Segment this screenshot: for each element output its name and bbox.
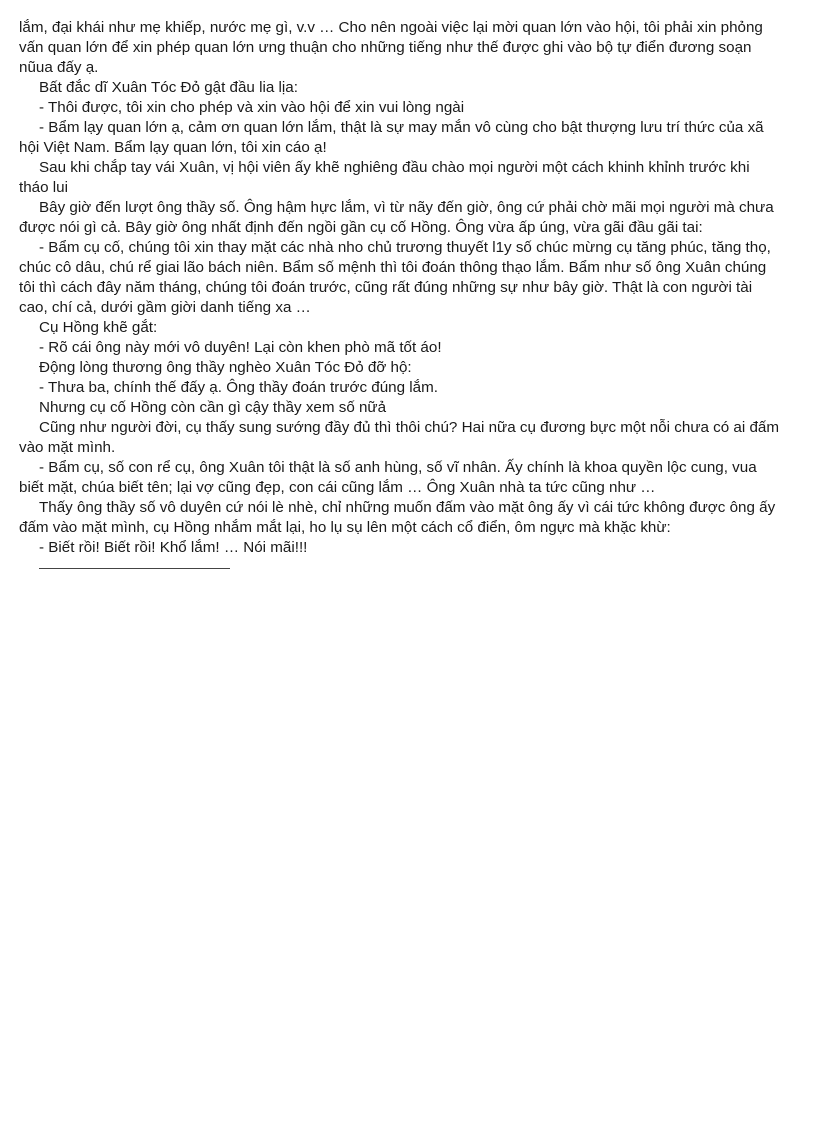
paragraph: Bây giờ đến lượt ông thầy số. Ông hậm hực lắm, vì từ nãy đến giờ, ông cứ phải chờ mãi mọi người mà chưa được nói gì cả. Bây giờ ông nhất định đến ngồi gần cụ cố Hồng. Ông vừa ấp úng, vừa gãi đầu gãi tai: — [19, 199, 774, 236]
paragraph: Cụ Hồng khẽ gắt: — [39, 319, 158, 336]
paragraph: - Bẩm cụ cố, chúng tôi xin thay mặt các nhà nho chủ trương thuyết l1y số chúc mừng cụ tăng phúc, tăng thọ, chúc cô dâu, chú rể giai lão bách niên. Bẩm số mệnh thì tôi đoán thông thạo lắm. Bẩm như số ông Xuân chúng tôi thì cách đây năm tháng, chúng tôi đoán trước, cũng rất đúng những sự như bây giờ. Thật là con người tài cao, chí cả, dưới gầm giời danh tiếng xa … — [19, 239, 771, 316]
document-page — [19, 18, 781, 569]
paragraph: Động lòng thương ông thầy nghèo Xuân Tóc Đỏ đỡ hộ: — [39, 359, 412, 376]
paragraph: Thấy ông thầy số vô duyên cứ nói lè nhè, chỉ những muốn đấm vào mặt ông ấy vì cái tức không được ông ấy đấm vào mặt mình, cụ Hồng nhắm mắt lại, ho lụ sụ lên một cách cổ điển, ôm ngực mà khặc khừ: — [19, 499, 776, 536]
paragraph: lắm, đại khái như mẹ khiếp, nước mẹ gì, v.v … Cho nên ngoài việc lại mời quan lớn vào hội, tôi phải xin phỏng vấn quan lớn để xin phép quan lớn ưng thuận cho những tiếng như thế được ghi vào bộ tự điển đương soạn nũua đấy ạ. — [19, 19, 763, 76]
paragraph: Cũng như người đời, cụ thấy sung sướng đầy đủ thì thôi chú? Hai nữa cụ đương bực một nỗi chưa có ai đấm vào mặt mình. — [19, 419, 779, 456]
end-divider — [39, 568, 230, 569]
paragraph: - Biết rồi! Biết rồi! Khổ lắm! … Nói mãi!!! — [39, 539, 308, 556]
paragraph: - Bẩm cụ, số con rể cụ, ông Xuân tôi thật là số anh hùng, số vĩ nhân. Ấy chính là khoa quyền lộc cung, vua biết mặt, chúa biết tên; lại vợ cũng đẹp, con cái cũng lắm … Ông Xuân nhà ta tức cũng như … — [19, 459, 757, 496]
paragraph: Sau khi chắp tay vái Xuân, vị hội viên ấy khẽ nghiêng đầu chào mọi người một cách khinh khỉnh trước khi tháo lui — [19, 159, 750, 196]
paragraph: Nhưng cụ cố Hồng còn cần gì cậy thầy xem số nữả — [39, 399, 387, 416]
paragraph: - Bẩm lạy quan lớn ạ, cảm ơn quan lớn lắm, thật là sự may mắn vô cùng cho bật thượng lưu trí thức của xã hội Việt Nam. Bẩm lạy quan lớn, tôi xin cáo ạ! — [19, 119, 764, 156]
paragraph: - Rõ cái ông này mới vô duyên! Lại còn khen phò mã tốt áo! — [39, 339, 442, 356]
paragraph: - Thưa ba, chính thế đấy ạ. Ông thầy đoán trước đúng lắm. — [39, 379, 438, 396]
paragraph: Bất đắc dĩ Xuân Tóc Đỏ gật đầu lia lịa: — [39, 79, 298, 96]
paragraph: - Thôi được, tôi xin cho phép và xin vào hội để xin vui lòng ngài — [39, 99, 465, 116]
